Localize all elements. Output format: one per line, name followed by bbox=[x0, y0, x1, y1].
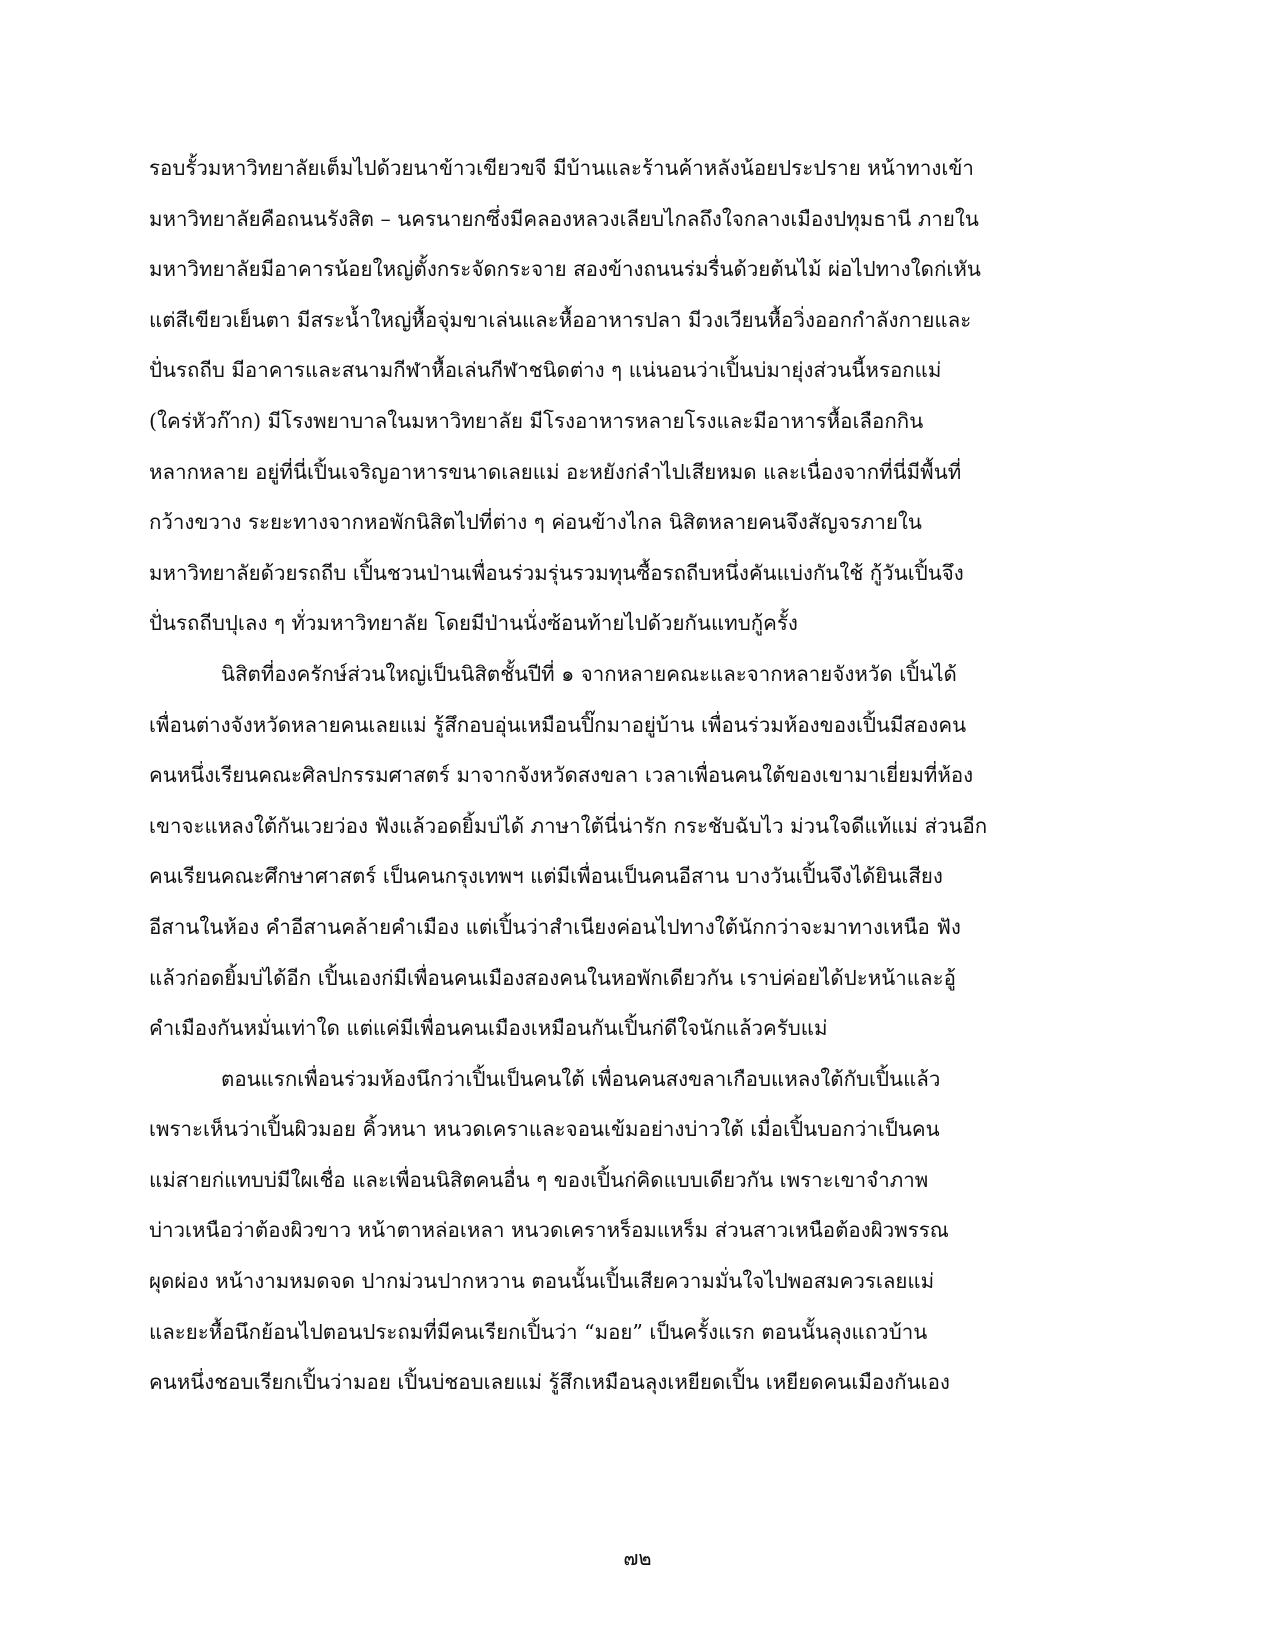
text-line: รอบรั้วมหาวิทยาลัยเต็มไปด้วยนาข้าวเขียวขจี มีบ้านและร้านค้าหลังน้อยประปราย หน้าทางเข้า bbox=[149, 156, 974, 180]
text-line: อีสานในห้อง คำอีสานคล้ายคำเมือง แต่เปิ้นว่าสำเนียงค่อนไปทางใต้นักกว่าจะมาทางเหนือ ฟัง bbox=[149, 914, 961, 939]
text-line: คำเมืองกันหมั่นเท่าใด แต่แค่มีเพื่อนคนเมืองเหมือนกันเปิ้นก่ดีใจนักแล้วครับแม่ bbox=[149, 1016, 828, 1041]
page-number: ๗๒ bbox=[623, 1546, 652, 1570]
text-line: มหาวิทยาลัยคือถนนรังสิต – นครนายกซึ่งมีคลองหลวงเลียบไกลถึงใจกลางเมืองปทุมธานี ภายใน bbox=[149, 206, 979, 231]
text-line-first: นิสิตที่องครักษ์ส่วนใหญ่เป็นนิสิตชั้นปีที่ ๑ จากหลายคณะและจากหลายจังหวัด เปิ้นได้ bbox=[221, 661, 957, 686]
text-line: ปั่นรถถีบ มีอาคารและสนามกีฬาหื้อเล่นกีฬาชนิดต่าง ๆ แน่นอนว่าเปิ้นบ่มายุ่งส่วนนี้หรอกแม่ bbox=[149, 358, 942, 383]
text-line: เพราะเห็นว่าเปิ้นผิวมอย คิ้วหนา หนวดเคราและจอนเข้มอย่างบ่าวใต้ เมื่อเปิ้นบอกว่าเป็นคน bbox=[149, 1117, 940, 1142]
text-line: เขาจะแหลงใต้กันเวยว่อง ฟังแล้วอดยิ้มบ่ได้ ภาษาใต้นี่น่ารัก กระชับฉับไว ม่วนใจดีแท้แม่ ส่วนอีก bbox=[149, 813, 988, 838]
text-line: ผุดผ่อง หน้างามหมดจด ปากม่วนปากหวาน ตอนนั้นเปิ้นเสียความมั่นใจไปพอสมควรเลยแม่ bbox=[149, 1269, 935, 1294]
body-text bbox=[149, 143, 1149, 1408]
text-line: มหาวิทยาลัยมีอาคารน้อยใหญ่ตั้งกระจัดกระจาย สองข้างถนนร่มรื่นด้วยต้นไม้ ผ่อไปทางใดก่เหัน bbox=[149, 257, 981, 282]
text-line: (ใคร่หัวก๊าก) มีโรงพยาบาลในมหาวิทยาลัย มีโรงอาหารหลายโรงและมีอาหารหื้อเลือกกิน bbox=[149, 408, 924, 433]
paragraph-2 bbox=[149, 649, 1149, 1054]
paragraph-3 bbox=[149, 1054, 1149, 1408]
text-line: และยะหื้อนึกย้อนไปตอนประถมที่มีคนเรียกเปิ้นว่า “มอย” เป็นครั้งแรก ตอนนั้นลุงแถวบ้าน bbox=[149, 1319, 928, 1344]
paragraph-1 bbox=[149, 143, 1149, 649]
text-line: เพื่อนต่างจังหวัดหลายคนเลยแม่ รู้สึกอบอุ่นเหมือนปิ๊กมาอยู่บ้าน เพื่อนร่วมห้องของเปิ้นมีสองคน bbox=[149, 712, 967, 737]
text-line: คนเรียนคณะศึกษาศาสตร์ เป็นคนกรุงเทพฯ แต่มีเพื่อนเป็นคนอีสาน บางวันเปิ้นจึงได้ยินเสียง bbox=[149, 864, 943, 889]
text-line: มหาวิทยาลัยด้วยรถถีบ เปิ้นชวนป่านเพื่อนร่วมรุ่นรวมทุนซื้อรถถีบหนึ่งคันแบ่งกันใช้ กู้วันเปิ้นจึง bbox=[149, 560, 964, 585]
text-line: บ่าวเหนือว่าต้องผิวขาว หน้าตาหล่อเหลา หนวดเคราหร็อมแหร็ม ส่วนสาวเหนือต้องผิวพรรณ bbox=[149, 1218, 949, 1243]
text-line: แต่สีเขียวเย็นตา มีสระน้ำใหญ่หื้อจุ่มขาเล่นและหื้ออาหารปลา มีวงเวียนหื้อวิ่งออกกำลังกายและ bbox=[149, 307, 972, 332]
text-line: คนหนึ่งชอบเรียกเปิ้นว่ามอย เปิ้นบ่ชอบเลยแม่ รู้สึกเหมือนลุงเหยียดเปิ้น เหยียดคนเมืองกันเอง bbox=[149, 1370, 950, 1395]
text-line: ปั่นรถถีบปุเลง ๆ ทั่วมหาวิทยาลัย โดยมีป่านนั่งซ้อนท้ายไปด้วยกันแทบกู้ครั้ง bbox=[149, 611, 798, 636]
text-line: แล้วก่อดยิ้มบ่ได้อีก เปิ้นเองก่มีเพื่อนคนเมืองสองคนในหอพักเดียวกัน เราบ่ค่อยได้ปะหน้าและอู้ bbox=[149, 965, 956, 990]
text-line: คนหนึ่งเรียนคณะศิลปกรรมศาสตร์ มาจากจังหวัดสงขลา เวลาเพื่อนคนใต้ของเขามาเยี่ยมที่ห้อง bbox=[149, 763, 974, 788]
text-line: กว้างขวาง ระยะทางจากหอพักนิสิตไปที่ต่าง ๆ ค่อนข้างไกล นิสิตหลายคนจึงสัญจรภายใน bbox=[149, 510, 922, 535]
text-line: หลากหลาย อยู่ที่นี่เปิ้นเจริญอาหารขนาดเลยแม่ อะหยังก่ลำไปเสียหมด และเนื่องจากที่นี่มีพื้นที่ bbox=[149, 459, 962, 484]
text-line-first: ตอนแรกเพื่อนร่วมห้องนึกว่าเปิ้นเป็นคนใต้ เพื่อนคนสงขลาเกือบแหลงใต้กับเปิ้นแล้ว bbox=[221, 1066, 941, 1091]
text-line: แม่สายก่แทบบ่มีใผเชื่อ และเพื่อนนิสิตคนอื่น ๆ ของเปิ้นก่คิดแบบเดียวกัน เพราะเขาจำภาพ bbox=[149, 1167, 929, 1192]
